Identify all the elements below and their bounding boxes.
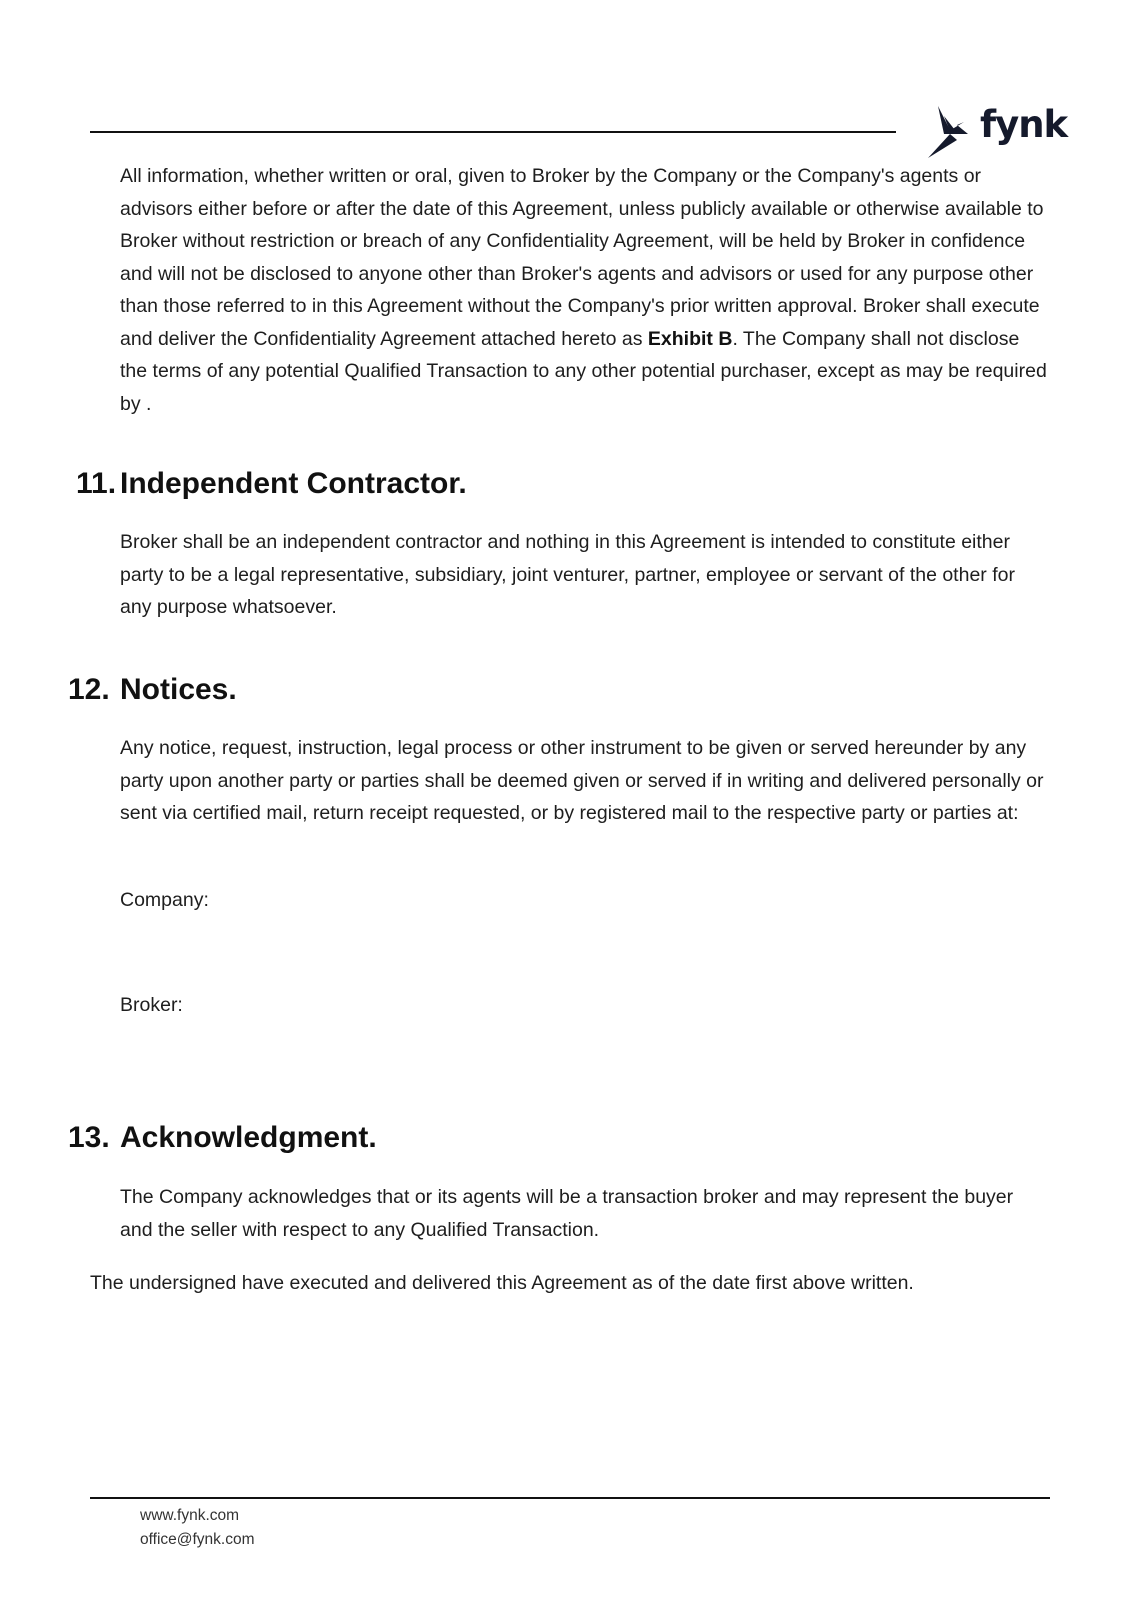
- broker-address-label: Broker:: [120, 994, 183, 1016]
- section-11-number: 11.: [76, 467, 117, 500]
- exhibit-reference: Exhibit B: [647, 327, 733, 350]
- section-12-title-wrap: [120, 672, 237, 708]
- confidentiality-text-end: . The Company shall not disclose the terms of any potential Qualified Transaction to any other potential purchaser, except as may be required by .: [120, 327, 1047, 415]
- section-11-body: Broker shall be an independent contractor and nothing in this Agreement is intended to constitute either party to be a legal representative, subsidiary, joint venturer, partner, employee or servant of the other for any purpose whatsoever.: [120, 531, 1015, 618]
- confidentiality-text-start: All information, whether written or oral, given to Broker by the Company or the Company's agents or advisors either before or after the date of this Agreement, unless publicly available or otherwise available to Broker without restriction or breach of any Confidentiality Agreement, will be held by Broker in confidence and will not be disclosed to anyone other than Broker's agents and advisors or used for any purpose other than those referred to in this Agreement without the Company's prior written approval. Broker shall execute and deliver the Confidentiality Agreement attached hereto as: [120, 165, 1044, 350]
- section-11-heading: [76, 466, 116, 502]
- header-divider: [90, 131, 896, 133]
- section-13-title-wrap: [120, 1120, 377, 1156]
- brand-logo[interactable]: [924, 103, 1068, 160]
- bird-logo-icon: [924, 104, 980, 160]
- brand-name: fynk: [980, 103, 1068, 146]
- section-11-title-wrap: [120, 466, 467, 502]
- closing-statement: The undersigned have executed and delivered this Agreement as of the date first above written.: [90, 1272, 914, 1294]
- footer-divider: [90, 1497, 1050, 1499]
- section-12-title: Notices.: [120, 673, 237, 706]
- section-13-heading: [68, 1120, 110, 1156]
- confidentiality-paragraph: [120, 160, 1050, 420]
- footer-website-link[interactable]: www.fynk.com: [140, 1507, 240, 1524]
- company-address-label: Company:: [120, 889, 209, 911]
- section-12-number: 12.: [68, 673, 110, 706]
- footer-email-link[interactable]: office@fynk.com: [140, 1531, 255, 1548]
- section-12-heading: [68, 672, 110, 708]
- section-13-body: The Company acknowledges that or its agents will be a transaction broker and may represent the buyer and the seller with respect to any Qualified Transaction.: [120, 1186, 1014, 1241]
- section-13-number: 13.: [68, 1121, 110, 1154]
- section-13-title: Acknowledgment.: [120, 1121, 377, 1154]
- section-11-title: Independent Contractor.: [120, 467, 467, 500]
- section-12-body: Any notice, request, instruction, legal process or other instrument to be given or served hereunder by any party upon another party or parties shall be deemed given or served if in writing and delivered personally or sent via certified mail, return receipt requested, or by registered mail to the respective party or parties at:: [120, 737, 1044, 824]
